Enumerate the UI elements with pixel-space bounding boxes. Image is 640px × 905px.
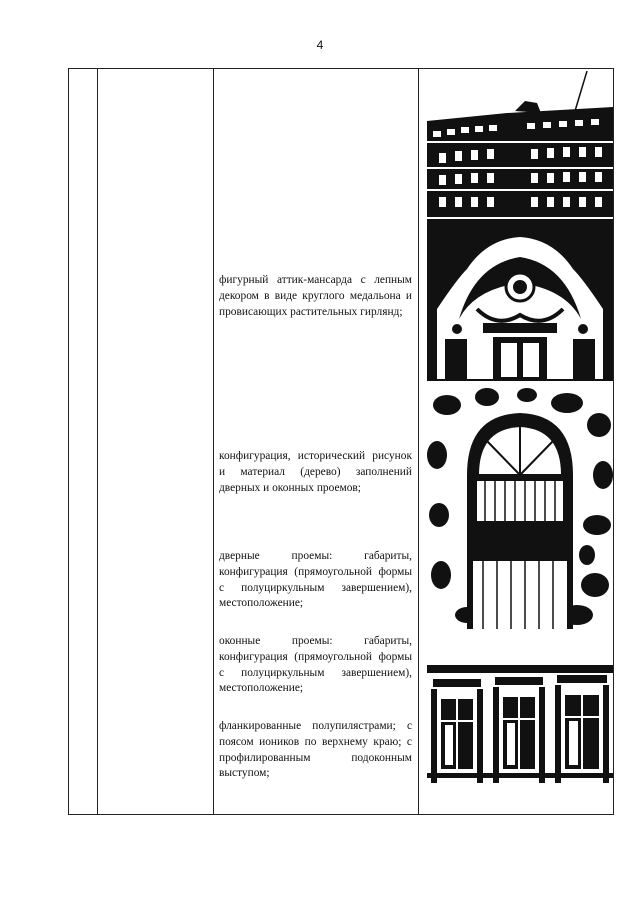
windows-photo [427,665,613,795]
page-number: 4 [316,38,324,52]
data-table [68,68,614,815]
column-divider [213,69,214,814]
column-divider [418,69,419,814]
text-door-openings: дверные проемы: габариты, конфигурация (прямоугольной формы с полуциркульным завершением), местоположение; [219,550,412,610]
text-attic: фигурный аттик-мансарда с лепным декором в виде круглого медальона и провисающих растительных гирлянд; [219,274,412,318]
column-divider [97,69,98,814]
attic-photo [427,219,613,381]
text-fill-config: конфигурация, исторический рисунок и материал (дерево) заполнений дверных и оконных проемов; [219,450,412,494]
text-pilasters: фланкированные полупилястрами; с поясом иоников по верхнему краю; с профилированным подоконным выступом; [219,720,412,780]
arched-door-photo [427,385,613,629]
facade-photo [427,71,613,217]
text-window-openings: оконные проемы: габариты, конфигурация (прямоугольной формы с полуциркульным завершением), местоположение; [219,635,412,695]
